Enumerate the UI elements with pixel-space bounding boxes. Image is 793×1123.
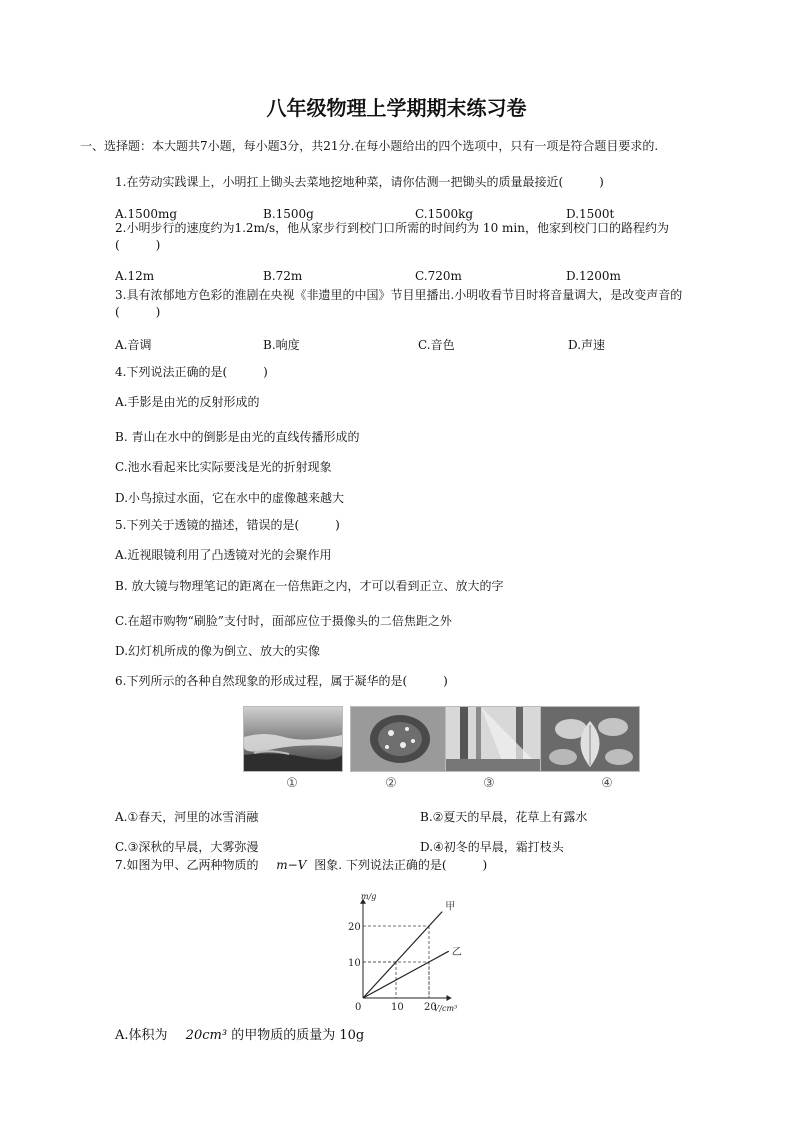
q6-option-b: B.②夏天的早晨，花草上有露水 [420, 810, 588, 824]
q5-option-a: A.近视眼镜利用了凸透镜对光的会聚作用 [115, 548, 332, 562]
y-tick-label-1: 20 [348, 922, 361, 933]
q1-option-b: B.1500g [263, 207, 314, 221]
series-line-1 [363, 951, 449, 998]
q4-option-a: A.手影是由光的反射形成的 [115, 395, 260, 409]
x-axis-label: V/cm³ [433, 1004, 458, 1013]
q4-option-c: C.池水看起来比实际要浅是光的折射现象 [115, 460, 332, 474]
page-title: 八年级物理上学期期末练习卷 [266, 96, 527, 120]
x-tick-label-0: 10 [391, 1002, 404, 1013]
series-label-0: 甲 [445, 901, 456, 913]
q7-stem-prefix: 7.如图为甲、乙两种物质的 [115, 858, 259, 872]
q6-image-fog-forest [445, 706, 545, 772]
q1-option-c: C.1500kg [415, 207, 474, 221]
q3-option-b: B.响度 [263, 338, 300, 352]
q5-option-d: D.幻灯机所成的像为倒立、放大的实像 [115, 644, 321, 658]
q2-option-a: A.12m [115, 269, 155, 283]
q5-stem: 5.下列关于透镜的描述，错误的是( ) [115, 518, 340, 532]
q4-option-b: B. 青山在水中的倒影是由光的直线传播形成的 [115, 430, 360, 444]
series-line-0 [363, 912, 442, 998]
q6-image-dew-leaf [350, 706, 450, 772]
q4-stem: 4.下列说法正确的是( ) [115, 365, 268, 379]
q1-option-d: D.1500t [566, 207, 615, 221]
q1-stem: 1.在劳动实践课上，小明扛上锄头去菜地挖地种菜，请你估测一把锄头的质量最接近( ) [115, 175, 604, 189]
q6-option-c: C.③深秋的早晨，大雾弥漫 [115, 840, 259, 854]
q2-option-b: B.72m [263, 269, 303, 283]
q3-stem-paren: ( ) [115, 305, 161, 319]
q6-image-frost-leaves [540, 706, 640, 772]
y-axis-label: m/g [361, 891, 377, 901]
q6-image-label-2: ② [385, 776, 397, 791]
q3-option-a: A.音调 [115, 338, 152, 352]
q6-image-label-1: ① [286, 776, 298, 791]
q7-option-a-math: 20cm³ [185, 1028, 228, 1043]
q7-stem-math: m−V [276, 858, 307, 872]
origin-label: 0 [355, 1002, 362, 1013]
q6-option-d: D.④初冬的早晨，霜打枝头 [420, 840, 564, 854]
q2-option-d: D.1200m [566, 269, 621, 283]
y-tick-label-0: 10 [348, 958, 361, 969]
q2-option-c: C.720m [415, 269, 462, 283]
q5-option-c: C.在超市购物“刷脸”支付时，面部应位于摄像头的二倍焦距之外 [115, 614, 452, 628]
x-axis-arrow [447, 995, 452, 1001]
q6-image-label-3: ③ [483, 776, 495, 791]
q6-stem: 6.下列所示的各种自然现象的形成过程，属于凝华的是( ) [115, 674, 448, 688]
q6-option-a: A.①春天，河里的冰雪消融 [115, 810, 259, 824]
q5-option-b: B. 放大镜与物理笔记的距离在一倍焦距之内，才可以看到正立、放大的字 [115, 579, 504, 593]
x-tick-label-1: 20 [424, 1002, 437, 1013]
q7-stem [115, 857, 487, 873]
q3-option-d: D.声速 [568, 338, 606, 352]
q7-option-a-suffix: 的甲物质的质量为 10g [231, 1028, 365, 1043]
q6-image-label-4: ④ [601, 776, 613, 791]
q3-option-c: C.音色 [418, 338, 455, 352]
q7-stem-suffix: 图象. 下列说法正确的是( ) [314, 858, 488, 872]
q2-stem: 2.小明步行的速度约为1.2m/s，他从家步行到校门口所需的时间约为 10 min，他家到校门口的路程约为 [115, 221, 669, 235]
section-heading: 一、选择题：本大题共7小题，每小题3分，共21分.在每小题给出的四个选项中，只有一项是符合题目要求的. [80, 139, 659, 153]
q4-option-d: D.小鸟掠过水面，它在水中的虚像越来越大 [115, 491, 345, 505]
q3-stem: 3.具有浓郁地方色彩的淮剧在央视《非遗里的中国》节目里播出.小明收看节目时将音量调大，是改变声音的 [115, 288, 683, 302]
q6-image-melting-ice [243, 706, 343, 772]
q2-stem-paren: ( ) [115, 238, 161, 252]
q7-option-a [115, 1024, 364, 1043]
mv-chart [330, 888, 500, 1014]
q7-option-a-prefix: A.体积为 [115, 1028, 168, 1043]
q1-option-a: A.1500mg [115, 207, 178, 221]
series-label-1: 乙 [451, 947, 462, 959]
